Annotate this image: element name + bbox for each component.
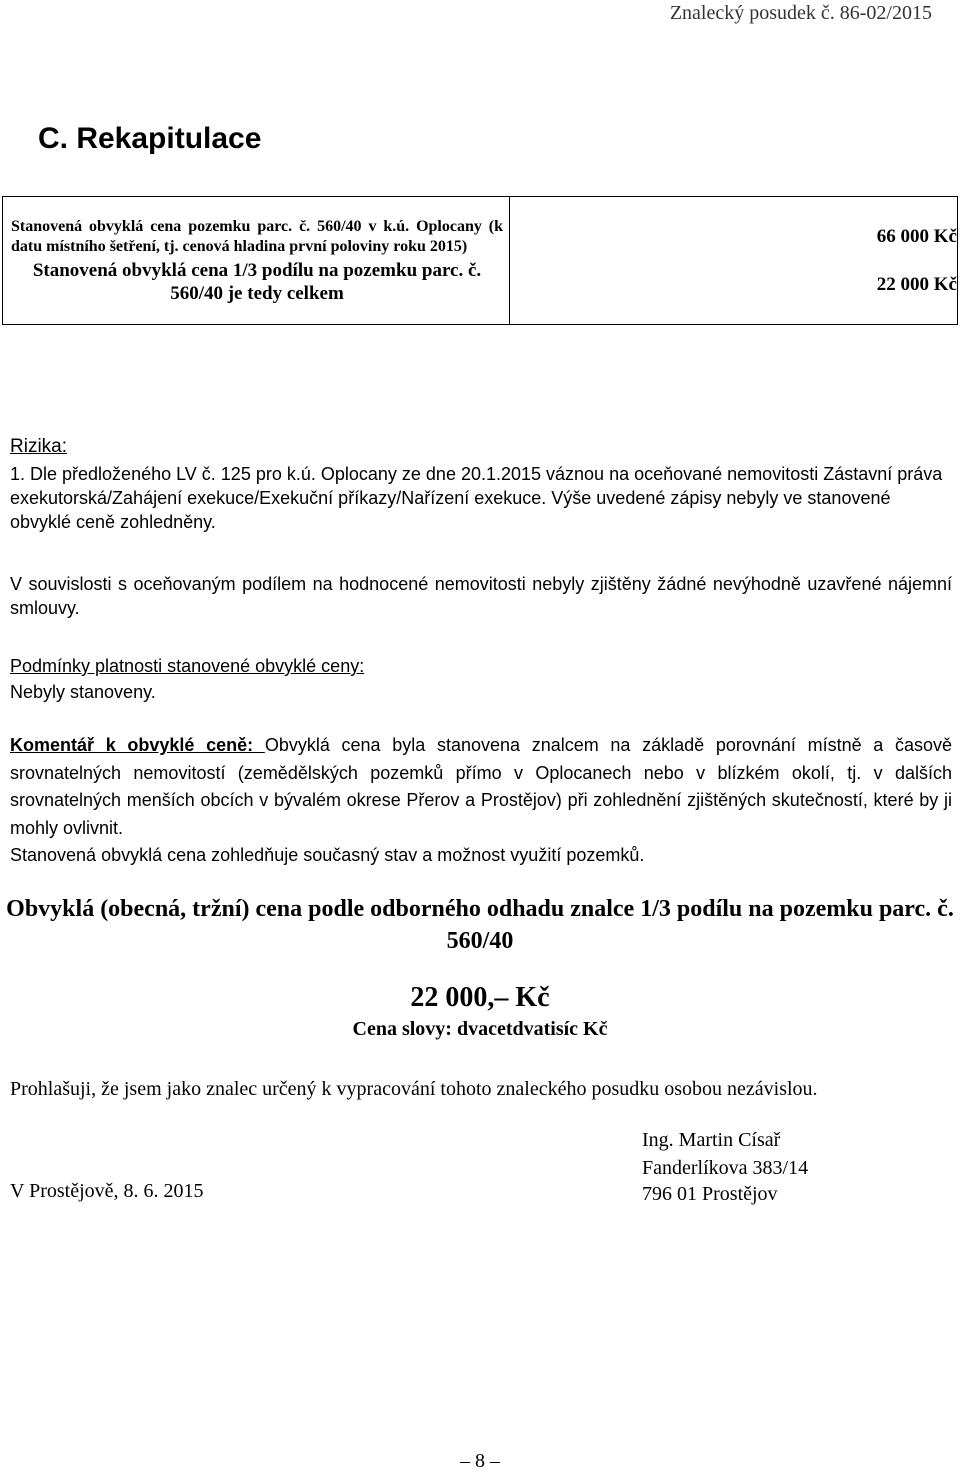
recap-table [2, 196, 958, 325]
price-comment-label: Komentář k obvyklé ceně: [10, 735, 265, 755]
price-comment-text: Obvyklá cena byla stanovena znalcem na základě porovnání místně a časově srovnatelných nemovitostí (zemědělských pozemků přímo v Oplocanech nebo v blízkém okolí, tj. v dalších srovnatelných menších obcích v bývalém okrese Přerov a Prostějov) při zohlednění zjištěných skutečností, které by ji mohly ovlivnit. [10, 735, 953, 838]
price-state-note: Stanovená obvyklá cena zohledňuje současný stav a možnost využití pozemků. [10, 845, 645, 865]
page-number: – 8 – [460, 1450, 500, 1472]
recap-row2-label: Stanovená obvyklá cena 1/3 podílu na pozemku parc. č. 560/40 je tedy celkem [32, 259, 482, 304]
lease-statement: V souvislosti s oceňovaným podílem na hodnocené nemovitosti nebyly zjištěny žádné nevýhodně uzavřené nájemní smlouvy. [10, 574, 952, 618]
place-date: V Prostějově, 8. 6. 2015 [10, 1180, 204, 1202]
recap-label-cell [3, 197, 510, 325]
conditions-heading: Podmínky platnosti stanovené obvyklé ceny: [10, 656, 365, 676]
final-price-value: 22 000,– Kč [410, 982, 550, 1013]
section-title: C. Rekapitulace [38, 122, 262, 155]
expert-declaration: Prohlašuji, že jsem jako znalec určený k vypracování tohoto znaleckého posudku osobou nezávislou. [10, 1078, 818, 1100]
recap-value-share: 22 000 Kč [876, 273, 957, 295]
recap-value-cell [510, 197, 958, 325]
recap-value-total: 66 000 Kč [876, 225, 957, 247]
price-comment [10, 732, 952, 842]
final-price-title: Obvyklá (obecná, tržní) cena podle odborného odhadu znalce 1/3 podílu na pozemku parc. č. 560/40 [6, 896, 954, 954]
rizika-text: 1. Dle předloženého LV č. 125 pro k.ú. Oplocany ze dne 20.1.2015 váznou na oceňované nemovitosti Zástavní práva exekutorská/Zahájení exekuce/Exekuční příkazy/Nařízení exekuce. Výše uvedené zápisy nebyly ve stanovené obvyklé ceně zohledněny. [10, 464, 943, 532]
signature-name: Ing. Martin Císař [642, 1129, 781, 1151]
document-header: Znalecký posudek č. 86-02/2015 [669, 2, 932, 24]
conditions-value: Nebyly stanoveny. [10, 682, 156, 702]
rizika-heading: Rizika: [10, 436, 68, 457]
price-in-words: Cena slovy: dvacetdvatisíc Kč [352, 1018, 608, 1040]
recap-row1-label: Stanovená obvyklá cena pozemku parc. č. 560/40 v k.ú. Oplocany (k datu místního šetření, tj. cenová hladina první poloviny roku 2015) [11, 217, 503, 255]
signature-street: Fanderlíkova 383/14 [642, 1157, 809, 1179]
signature-city: 796 01 Prostějov [642, 1183, 778, 1205]
